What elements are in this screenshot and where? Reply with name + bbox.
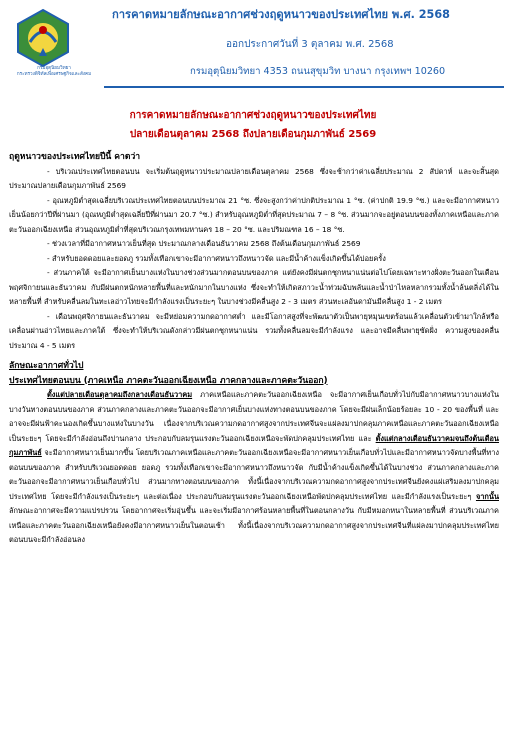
logo-caption [2, 66, 106, 78]
header-title: การคาดหมายลักษณะอากาศช่วงฤดูหนาวของประเทศไทย พ.ศ. 2568 [112, 8, 450, 21]
general-weather-heading: ลักษณะอากาศทั่วไป [9, 361, 84, 371]
header-divider [104, 86, 504, 88]
paragraph-text: จะมีอากาศหนาวเย็นมากขึ้น โดยบริเวณภาคเหนือและภาคตะวันออกเฉียงเหนือจะมีอากาศหนาวเย็นเกือบทั่วไปและมีอากาศหนาวจัดบางพื้นที่ทางตอนบนของภาค สำหรับบริเวณยอดดอย ยอดภู รวมทั้งเทือกเขาจะมีอากาศหนาวถึงหนาวจัด กับมีน้ำค้างแข็งเกิดขึ้นได้ในบางช่วง ส่วนภาคกลางและภาคตะวันออกจะมีอากาศหนาวเย็นเกือบทั่วไป ส่วนมากทางตอนบนของภาค ทั้งนี้เนื่องจากบริเวณความกดอากาศสูงจากประเทศจีนยังคงแผ่เสริมลงมาปกคลุมประเทศไทย โดยจะมีกำลังแรงเป็นระยะๆ และต่อเนื่อง ประกอบกับลมรุนแรงตะวันออกเฉียงเหนือพัดปกคลุมประเทศไทย และมีกำลังแรงเป็นระยะๆ [9, 448, 499, 501]
forecast-bullet: - เดือนพฤศจิกายนและธันวาคม จะมีหย่อมความกดอากาศต่ำ และมีโอกาสสูงที่จะพัฒนาตัวเป็นพายุหมุนเขตร้อนแล้วเคลื่อนตัวเข้ามาใกล้หรือเคลื่อนผ่านอ่าวไทยและภาคใต้ ซึ่งจะทำให้บริเวณดังกล่าวมีฝนตกชุกหนาแน่น รวมทั้งคลื่นลมจะมีกำลังแรง และอาจมีคลื่นพายุซัดฝั่ง ความสูงของคลื่นประมาณ 4 - 5 เมตร [9, 311, 499, 350]
department-address: กรมอุตุนิยมวิทยา 4353 ถนนสุขุมวิท บางนา กรุงเทพฯ 10260 [190, 66, 446, 77]
main-title-line2: ปลายเดือนตุลาคม 2568 ถึงปลายเดือนกุมภาพันธ์ 2569 [129, 129, 377, 140]
period-label: จากนั้น [475, 491, 499, 501]
forecast-bullet: - ช่วงเวลาที่มีอากาศหนาวเย็นที่สุด ประมาณกลางเดือนธันวาคม 2568 ถึงต้นเดือนกุมภาพันธ์ 2569 [47, 239, 361, 248]
logo-caption-line1: กรมอุตุนิยมวิทยา [37, 66, 71, 71]
region-subheading: ประเทศไทยตอนบน (ภาคเหนือ ภาคตะวันออกเฉียงเหนือ ภาคกลางและภาคตะวันออก) [9, 375, 328, 386]
tmd-logo-icon [10, 8, 76, 68]
upper-thailand-paragraph [9, 388, 499, 548]
section-heading: ฤดูหนาวของประเทศไทยปีนี้ คาดว่า [9, 152, 141, 162]
paragraph-text: ภาคเหนือและภาคตะวันออกเฉียงเหนือ จะมีอากาศเย็นเกือบทั่วไปกับมีอากาศหนาวบางแห่งในบางวันทางตอนบนของภาค ส่วนภาคกลางและภาคตะวันออกจะมีอากาศเย็นบางแห่งทางตอนบนของภาค โดยจะมีฝนเล็กน้อยร้อยละ 10 - 20 ของพื้นที่ และอาจจะมีฝนฟ้าคะนองเกิดขึ้นบางแห่งในบางวัน เนื่องจากบริเวณความกดอากาศสูงจากประเทศจีนจะแผ่ลงมาปกคลุมภาคเหนือและภาคตะวันออกเฉียงเหนือเป็นระยะๆ โดยจะมีกำลังอ่อนถึงปานกลาง ประกอบกับลมรุนแรงตะวันออกเฉียงเหนือจะพัดปกคลุมประเทศไทย และ [9, 390, 499, 443]
period-label: ตั้งแต่ปลายเดือนตุลาคมถึงกลางเดือนธันวาคม [47, 390, 193, 399]
period-label: ตั้งแต่กลางเดือนธันวาคมจนถึงต้นเดือนกุมภาพันธ์ [9, 433, 499, 457]
issue-date: ออกประกาศวันที่ 3 ตุลาคม พ.ศ. 2568 [226, 39, 394, 50]
forecast-bullet: - สำหรับยอดดอยและยอดภู รวมทั้งเทือกเขาจะมีอากาศหนาวถึงหนาวจัด และมีน้ำค้างแข็งเกิดขึ้นได้บ่อยครั้ง [47, 253, 386, 263]
forecast-bullet: - บริเวณประเทศไทยตอนบน จะเริ่มต้นฤดูหนาวประมาณปลายเดือนตุลาคม 2568 ซึ่งจะช้ากว่าค่าเฉลี่ยประมาณ 2 สัปดาห์ และจะสิ้นสุดประมาณปลายเดือนกุมภาพันธ์ 2569 [9, 166, 499, 190]
document-body [9, 150, 499, 548]
paragraph-text: ลักษณะอากาศจะมีความแปรปรวน โดยอากาศจะเริ่มอุ่นขึ้น และจะเริ่มมีอากาศร้อนหลายพื้นที่ในตอนกลางวัน กับมีหมอกหนาในหลายพื้นที่ ส่วนบริเวณภาคเหนือและภาคตะวันออกเฉียงเหนือยังคงมีอากาศหนาวเย็นในตอนเช้า ทั้งนี้เนื่องจากบริเวณความกดอากาศสูงจากประเทศจีนที่แผ่ลงมาปกคลุมประเทศไทยตอนบนจะมีกำลังอ่อนลง [9, 506, 499, 544]
document-header [0, 0, 506, 92]
logo-caption-line2: กระทรวงดิจิทัลเพื่อเศรษฐกิจและสังคม [16, 72, 92, 77]
main-title-line1: การคาดหมายลักษณะอากาศช่วงฤดูหนาวของประเทศไทย [129, 110, 377, 121]
forecast-bullet: - ส่วนภาคใต้ จะมีอากาศเย็นบางแห่งในบางช่วงส่วนมากตอนบนของภาค แต่ยังคงมีฝนตกชุกหนาแน่นต่อไปโดยเฉพาะทางฝั่งตะวันออกในเดือนพฤศจิกายนและธันวาคม กับมีฝนตกหนักหลายพื้นที่และหนักมากในบางแห่ง ซึ่งจะทำให้เกิดสภาวะน้ำท่วมฉับพลันและน้ำป่าไหลหลากรวมทั้งน้ำล้นตลิ่งได้ในหลายพื้นที่ สำหรับคลื่นลมในทะเลอ่าวไทยจะมีกำลังแรงเป็นระยะๆ ในบางช่วงมีคลื่นสูง 2 - 3 เมตร ส่วนทะเลอันดามันมีคลื่นสูง 1 - 2 เมตร [9, 268, 499, 306]
forecast-bullet: - อุณหภูมิต่ำสุดเฉลี่ยบริเวณประเทศไทยตอนบนประมาณ 21 °ซ. ซึ่งจะสูงกว่าค่าปกติประมาณ 1 °ซ. (ค่าปกติ 19.9 °ซ.) และจะมีอากาศหนาวเย็นน้อยกว่าปีที่ผ่านมา (อุณหภูมิต่ำสุดเฉลี่ยปีที่ผ่านมา 20.7 °ซ.) สำหรับอุณหภูมิต่ำที่สุดประมาณ 7 – 8 °ซ. ส่วนมากจะอยู่ตอนบนของทั้งภาคเหนือและภาคตะวันออกเฉียงเหนือ ส่วนอุณหภูมิต่ำที่สุดบริเวณกรุงเทพมหานคร 18 – 20 °ซ. และปริมณฑล 16 – 18 °ซ. [9, 195, 499, 234]
